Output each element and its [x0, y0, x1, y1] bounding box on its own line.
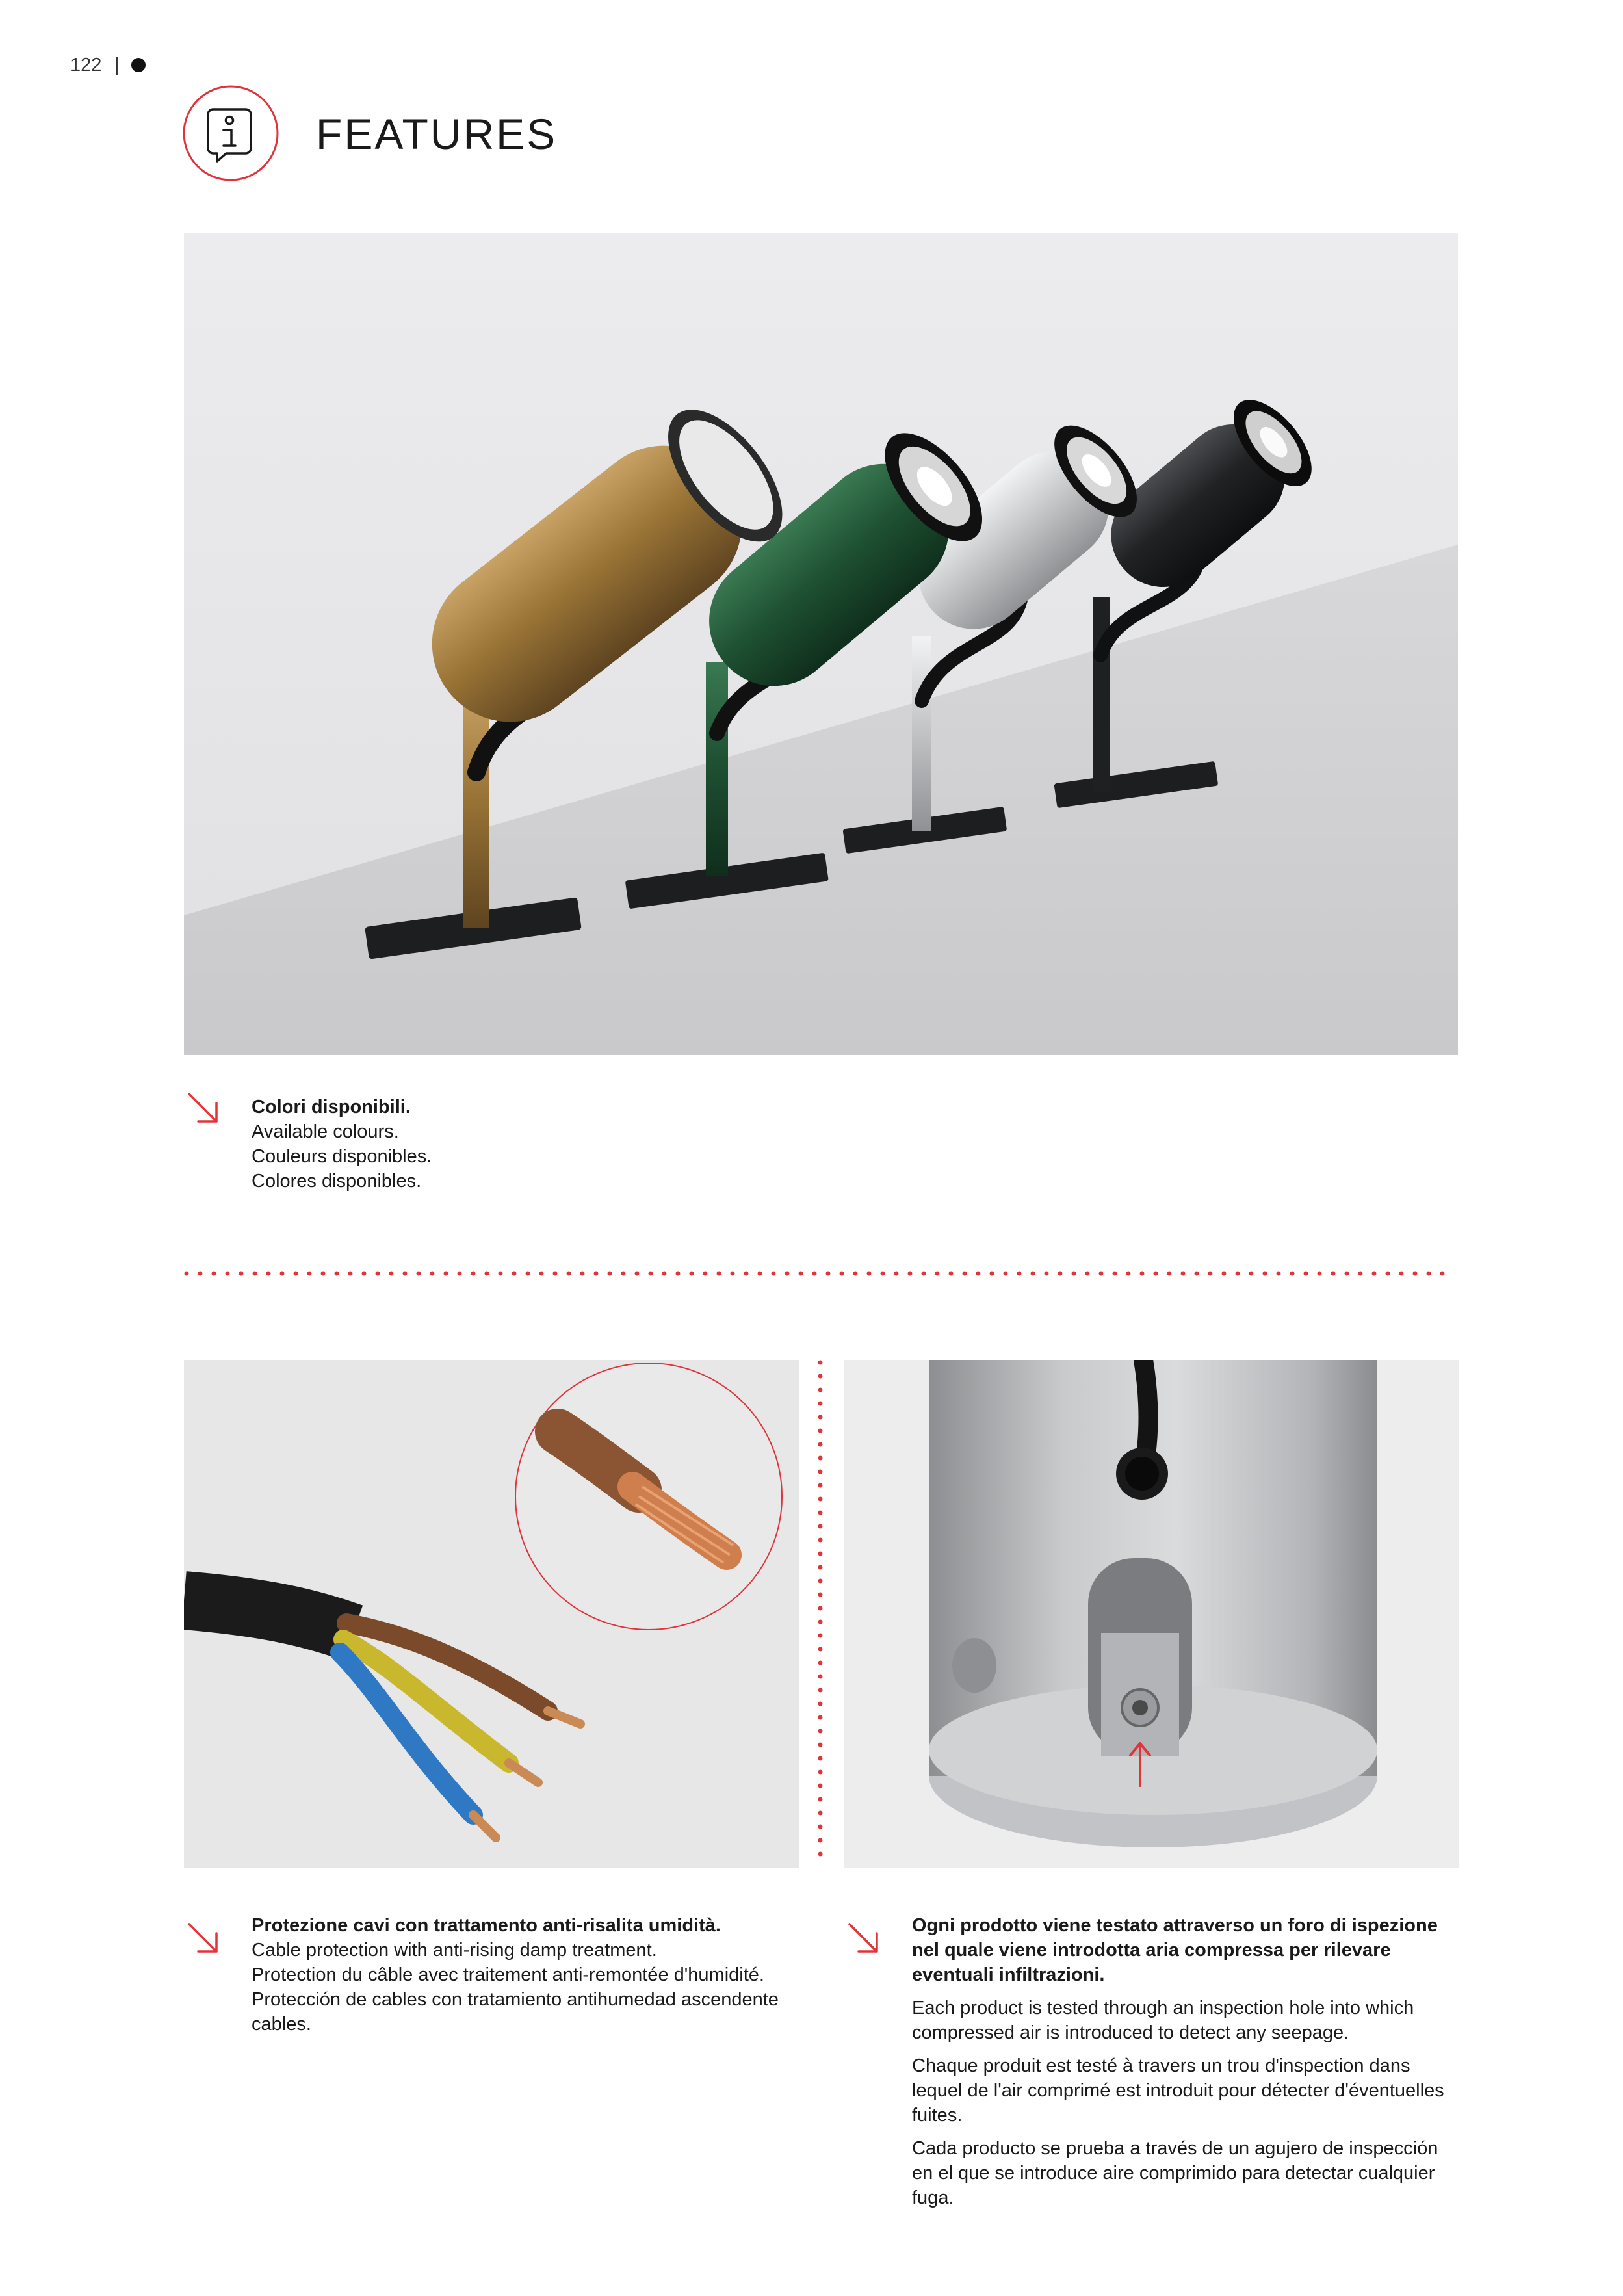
caption-line: Couleurs disponibles. — [252, 1146, 432, 1167]
section-title: FEATURES — [316, 110, 558, 158]
caption-cable-protection — [252, 1913, 804, 2037]
caption-paragraph: Cada producto se prueba a través de un agujero de inspección en el que se introduce aire comprimido para detectar cualquier fuga. — [912, 2138, 1438, 2208]
dotted-divider-vertical — [818, 1360, 823, 1868]
caption-line: Protección de cables con tratamiento antihumedad ascendente cables. — [252, 1989, 779, 2035]
caption-lead: Protezione cavi con trattamento anti-risalita umidità. — [252, 1915, 721, 1936]
caption-available-colours — [252, 1095, 837, 1194]
header-dot — [131, 58, 146, 72]
caption-line: Protection du câble avec traitement anti-remontée d'humidité. — [252, 1964, 764, 1985]
arrow-down-right-icon — [184, 1089, 223, 1128]
caption-lead: Colori disponibili. — [252, 1097, 411, 1117]
page-number: 122 — [70, 55, 102, 75]
caption-paragraph: Each product is tested through an inspection hole into which compressed air is introduced to detect any seepage. — [912, 1998, 1414, 2043]
lamp-colours-photo — [184, 233, 1458, 1055]
arrow-down-right-icon — [844, 1919, 883, 1958]
caption-paragraph: Chaque produit est testé à travers un trou d'inspection dans lequel de l'air comprimé est introduit pour détecter d'éventuelles fuites. — [912, 2055, 1444, 2126]
caption-line: Colores disponibles. — [252, 1171, 422, 1192]
arrow-down-right-icon — [184, 1919, 223, 1958]
caption-inspection-test — [912, 1913, 1451, 2210]
info-speech-bubble-icon — [182, 85, 279, 182]
caption-lead: Ogni prodotto viene testato attraverso un foro di ispezione nel quale viene introdotta aria compressa per rilevare eventuali infiltrazioni. — [912, 1915, 1438, 1985]
inspection-hole-photo — [844, 1360, 1459, 1868]
caption-line: Cable protection with anti-rising damp treatment. — [252, 1940, 657, 1961]
cable-photo — [184, 1360, 799, 1868]
caption-line: Available colours. — [252, 1121, 399, 1142]
header-separator: | — [114, 55, 120, 75]
dotted-divider-horizontal — [184, 1268, 1458, 1273]
